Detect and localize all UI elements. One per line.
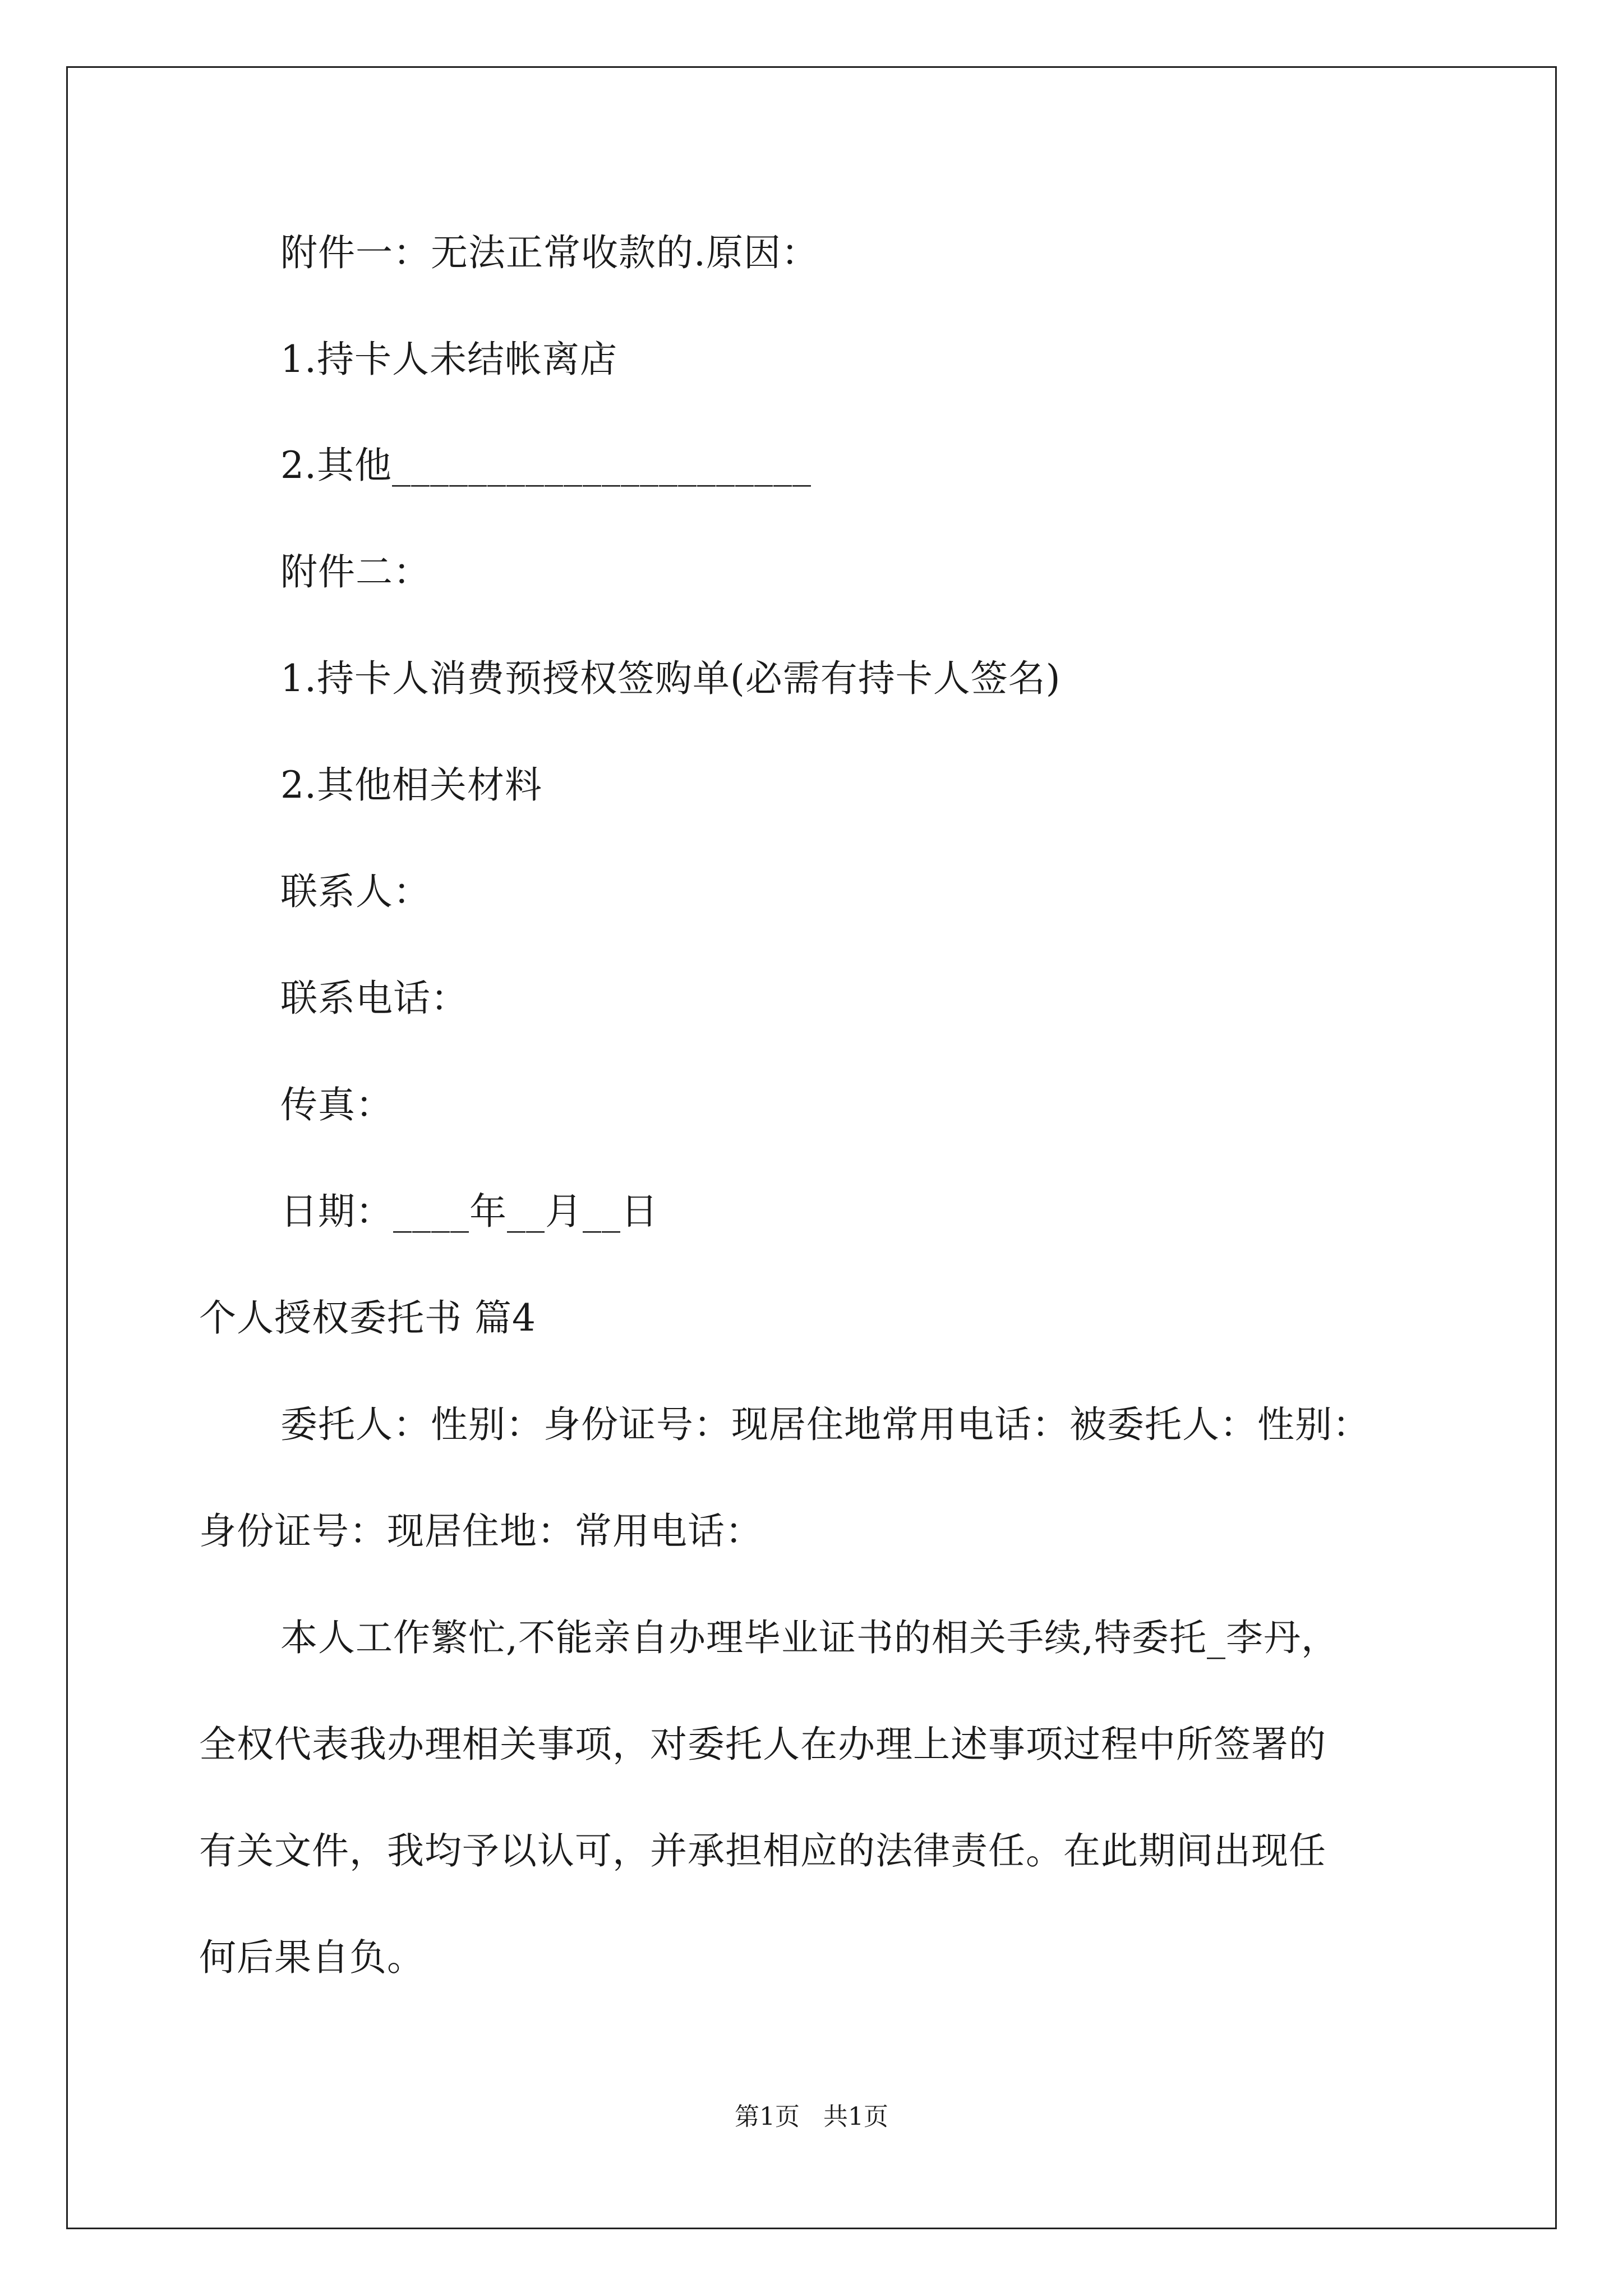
section-title: 个人授权委托书 篇4 bbox=[199, 1296, 536, 1340]
body-paragraph-line-4: 何后果自负。 bbox=[199, 1936, 425, 1979]
date-line: 日期：____年__月__日 bbox=[280, 1190, 658, 1233]
attachment-one-item-1: 1.持卡人未结帐离店 bbox=[280, 338, 617, 381]
attachment-one-item-2: 2.其他______________________ bbox=[280, 444, 811, 487]
contact-person-label: 联系人： bbox=[280, 870, 431, 913]
principal-info-line-1: 委托人：性别：身份证号：现居住地常用电话：被委托人：性别： bbox=[280, 1403, 1370, 1446]
page-border bbox=[66, 66, 1557, 2229]
principal-info-line-2: 身份证号：现居住地：常用电话： bbox=[199, 1510, 763, 1553]
body-paragraph-line-2: 全权代表我办理相关事项，对委托人在办理上述事项过程中所签署的 bbox=[199, 1723, 1326, 1766]
attachment-one-heading: 附件一：无法正常收款的.原因： bbox=[280, 231, 819, 274]
attachment-two-heading: 附件二： bbox=[280, 550, 431, 593]
attachment-two-item-2: 2.其他相关材料 bbox=[280, 763, 542, 807]
body-paragraph-line-3: 有关文件，我均予以认可，并承担相应的法律责任。在此期间出现任 bbox=[199, 1829, 1326, 1872]
body-paragraph-line-1: 本人工作繁忙,不能亲自办理毕业证书的相关手续,特委托_李丹， bbox=[280, 1616, 1339, 1659]
contact-phone-label: 联系电话： bbox=[280, 977, 468, 1020]
attachment-two-item-1: 1.持卡人消费预授权签购单(必需有持卡人签名) bbox=[280, 657, 1061, 700]
fax-label: 传真： bbox=[280, 1083, 393, 1126]
page-footer: 第1页 共1页 bbox=[735, 2102, 888, 2131]
